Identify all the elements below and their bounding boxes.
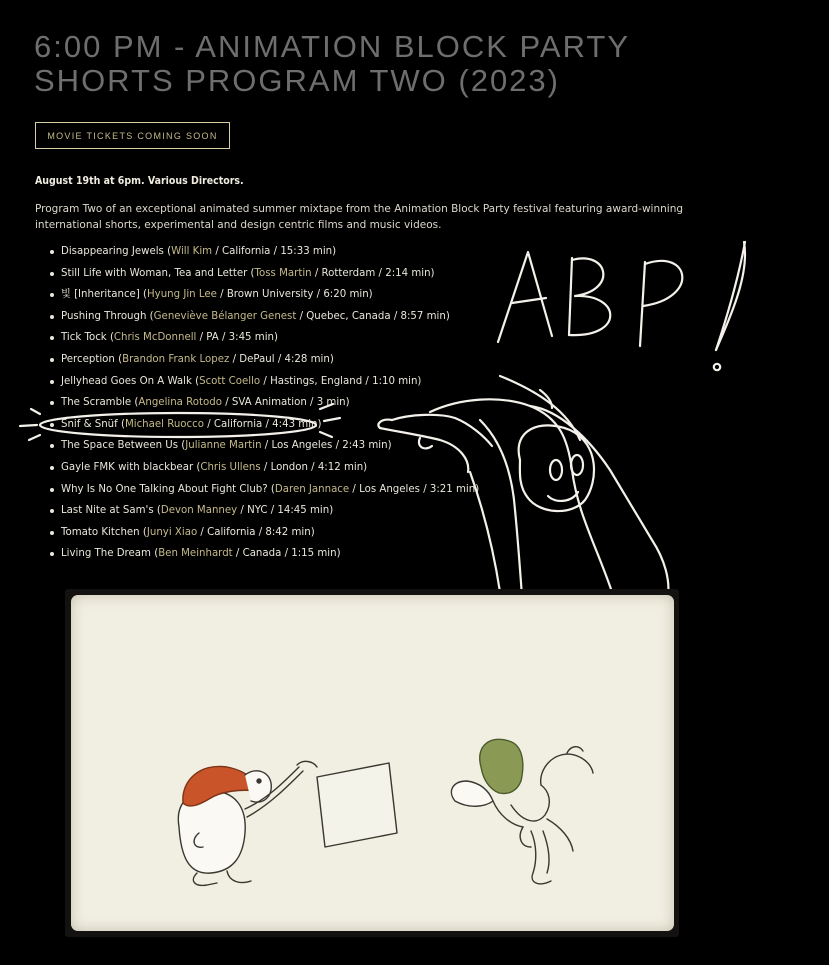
film-title: Perception	[61, 353, 115, 365]
event-date-line: August 19th at 6pm. Various Directors.	[35, 175, 244, 187]
right-character	[451, 739, 593, 884]
film-title: Gayle FMK with blackbear	[61, 461, 194, 473]
film-list-item: Gayle FMK with blackbear (Chris Ullens / London / 4:12 min)	[61, 460, 479, 482]
film-list-item: Jellyhead Goes On A Walk (Scott Coello / Hastings, England / 1:10 min)	[61, 374, 479, 396]
film-director-link[interactable]: Hyung Jin Lee	[147, 289, 217, 301]
film-list-item: Perception (Brandon Frank Lopez / DePaul / 4:28 min)	[61, 352, 479, 374]
film-director-link[interactable]: Ben Meinhardt	[158, 548, 233, 560]
film-director-link[interactable]: Michael Ruocco	[124, 418, 204, 430]
film-title: Why Is No One Talking About Fight Club?	[61, 483, 268, 495]
film-details: Hastings, England / 1:10 min	[270, 375, 418, 387]
film-title: Living The Dream	[61, 548, 151, 560]
film-details: California / 4:43 min	[213, 418, 318, 430]
film-director-link[interactable]: Brandon Frank Lopez	[122, 353, 230, 365]
film-list-item: 빛 [Inheritance] (Hyung Jin Lee / Brown University / 6:20 min)	[61, 287, 479, 309]
film-director-link[interactable]: Daren Jannace	[274, 483, 350, 495]
film-list-item: Snif & Snüf (Michael Ruocco / California / 4:43 min)	[61, 417, 479, 439]
film-details: PA / 3:45 min	[206, 332, 274, 344]
film-title: Pushing Through	[61, 310, 147, 322]
film-details: California / 8:42 min	[207, 526, 311, 538]
film-details: SVA Animation / 3 min	[231, 397, 346, 409]
film-title: Tick Tock	[61, 332, 107, 344]
page-title-line-2: SHORTS PROGRAM TWO (2023)	[34, 63, 560, 98]
page-title	[34, 30, 734, 98]
film-director-link[interactable]: Geneviève Bélanger Genest	[153, 310, 297, 322]
film-title: Tomato Kitchen	[61, 526, 140, 538]
film-still-illustration	[71, 595, 674, 931]
film-list-item: The Scramble (Angelina Rotodo / SVA Animation / 3 min)	[61, 395, 479, 417]
film-details: Brown University / 6:20 min	[226, 289, 369, 301]
film-list-item: Pushing Through (Geneviève Bélanger Genest / Quebec, Canada / 8:57 min)	[61, 309, 479, 331]
film-director-link[interactable]: Chris McDonnell	[113, 332, 197, 344]
film-details: NYC / 14:45 min	[247, 505, 330, 517]
film-list-item: Why Is No One Talking About Fight Club? (Daren Jannace / Los Angeles / 3:21 min)	[61, 482, 479, 504]
film-director-link[interactable]: Angelina Rotodo	[138, 397, 222, 409]
film-title: Disappearing Jewels	[61, 246, 164, 257]
film-director-link[interactable]: Scott Coello	[199, 375, 261, 387]
program-description: Program Two of an exceptional animated summer mixtape from the Animation Block Party festival featuring award-winning international shorts, experimental and design centric films and music videos.	[35, 203, 684, 231]
film-title: Snif & Snüf	[61, 418, 118, 430]
film-title: The Scramble	[61, 397, 132, 409]
film-details: London / 4:12 min	[270, 461, 364, 473]
left-character	[178, 761, 317, 885]
film-director-link[interactable]: Junyi Xiao	[146, 526, 198, 538]
film-list-item: Living The Dream (Ben Meinhardt / Canada / 1:15 min)	[61, 546, 479, 568]
film-still-image	[71, 595, 674, 931]
film-director-link[interactable]: Will Kim	[171, 246, 213, 257]
film-title: Last Nite at Sam's	[61, 505, 154, 517]
film-director-link[interactable]: Devon Manney	[160, 505, 238, 517]
movie-tickets-button[interactable]: MOVIE TICKETS COMING SOON	[35, 122, 230, 149]
film-still-frame	[65, 589, 679, 937]
film-list-item: Tomato Kitchen (Junyi Xiao / California / 8:42 min)	[61, 525, 479, 547]
film-title: 빛 [Inheritance]	[61, 289, 140, 301]
film-director-link[interactable]: Chris Ullens	[200, 461, 261, 473]
film-details: DePaul / 4:28 min	[239, 353, 330, 365]
abp-handwritten-lettering	[498, 242, 745, 370]
film-list-item: Last Nite at Sam's (Devon Manney / NYC / 14:45 min)	[61, 503, 479, 525]
film-details: California / 15:33 min	[222, 246, 333, 257]
film-director-link[interactable]: Julianne Martin	[185, 440, 262, 452]
film-title: The Space Between Us	[61, 440, 179, 452]
film-title: Still Life with Woman, Tea and Letter	[61, 267, 248, 279]
film-list-item: Tick Tock (Chris McDonnell / PA / 3:45 min)	[61, 330, 479, 352]
film-list	[61, 244, 479, 568]
film-title: Jellyhead Goes On A Walk	[61, 375, 192, 387]
page-title-line-1: 6:00 PM - ANIMATION BLOCK PARTY	[34, 29, 631, 64]
film-list-item: The Space Between Us (Julianne Martin / Los Angeles / 2:43 min)	[61, 438, 479, 460]
film-list-item: Still Life with Woman, Tea and Letter (Toss Martin / Rotterdam / 2:14 min)	[61, 266, 479, 288]
film-details: Rotterdam / 2:14 min	[321, 267, 431, 279]
film-details: Los Angeles / 2:43 min	[271, 440, 388, 452]
film-details: Canada / 1:15 min	[242, 548, 337, 560]
film-details: Quebec, Canada / 8:57 min	[306, 310, 446, 322]
film-list-item: Disappearing Jewels (Will Kim / California / 15:33 min)	[61, 244, 479, 266]
film-details: Los Angeles / 3:21 min	[359, 483, 476, 495]
film-director-link[interactable]: Toss Martin	[254, 267, 312, 279]
